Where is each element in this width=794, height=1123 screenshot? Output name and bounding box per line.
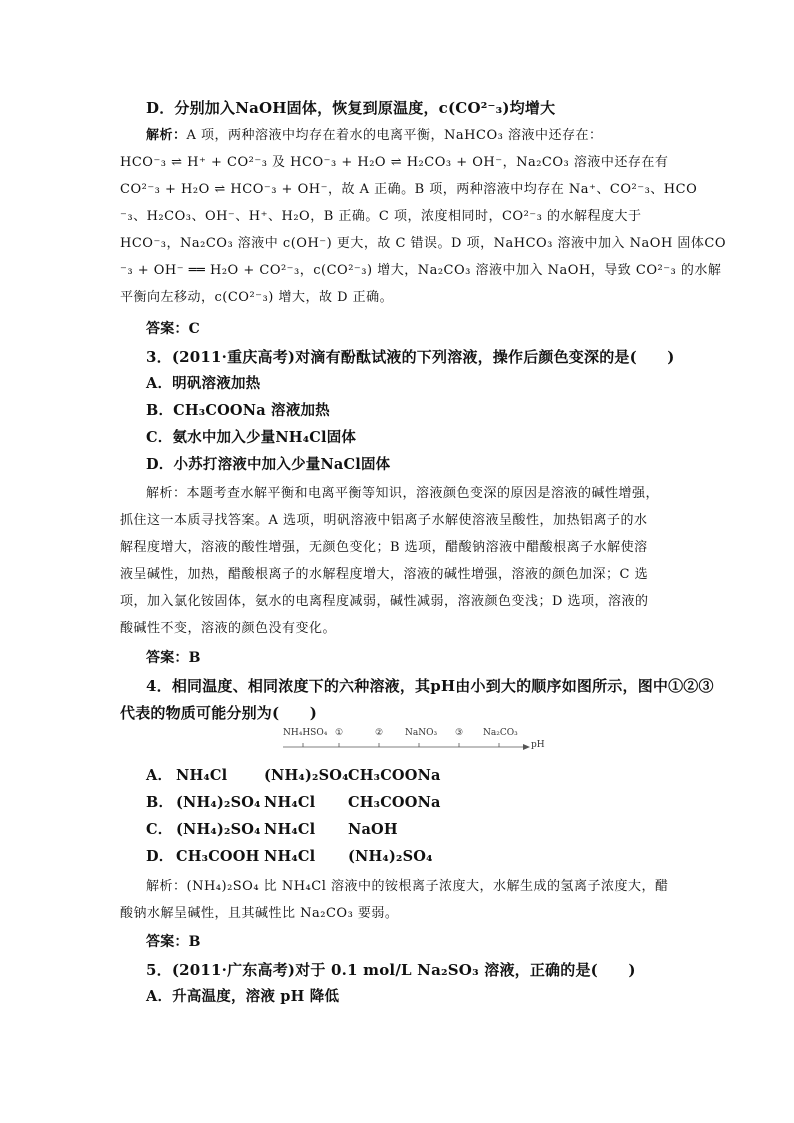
q3-answer: 答案：B (146, 650, 201, 666)
prev-analysis-line-4: HCO⁻₃，Na₂CO₃ 溶液中 c(OH⁻) 更大，故 C 错误。D 项，NaHCO₃ 溶液中加入 NaOH 固体CO (120, 236, 727, 251)
prev-analysis-line-5: ⁻₃ + OH⁻ ══ H₂O + CO²⁻₃，c(CO²⁻₃) 增大，Na₂CO₃ 溶液中加入 NaOH，导致 CO²⁻₃ 的水解 (120, 263, 722, 278)
prev-analysis-line-6: 平衡向左移动，c(CO²⁻₃) 增大，故 D 正确。 (120, 290, 394, 305)
q3-analysis-line-2: 解程度增大，溶液的酸性增强，无颜色变化；B 选项，醋酸钠溶液中醋酸根离子水解使溶 (120, 540, 648, 555)
q4-stem-line-1: 4．相同温度、相同浓度下的六种溶液，其pH由小到大的顺序如图所示，图中①②③ (146, 677, 714, 695)
analysis-label: 解析： (146, 128, 187, 143)
q3-analysis-line-1: 抓住这一本质寻找答案。A 选项，明矾溶液中铝离子水解使溶液呈酸性，加热铝离子的水 (120, 513, 648, 528)
q5-stem: 5．(2011·广东高考)对于 0.1 mol/L Na₂SO₃ 溶液，正确的是( ) (146, 961, 636, 979)
prev-analysis-line-0: 解析：A 项，两种溶液中均存在着水的电离平衡，NaHCO₃ 溶液中还存在： (146, 128, 603, 143)
q4-answer: 答案：B (146, 934, 201, 950)
q3-analysis-line-0: 解析：本题考查水解平衡和电离平衡等知识，溶液颜色变深的原因是溶液的碱性增强， (146, 486, 660, 501)
prev-option-d: D．分别加入NaOH固体，恢复到原温度，c(CO²⁻₃)均增大 (146, 99, 556, 117)
ph-scale-diagram (283, 726, 543, 754)
q3-option-a: A．明矾溶液加热 (146, 375, 261, 392)
q3-option-d: D．小苏打溶液中加入少量NaCl固体 (146, 456, 391, 473)
q4-option-b: B． (NH₄)₂SO₄ NH₄Cl CH₃COONa (146, 794, 441, 811)
scale-axis-label: pH (531, 740, 545, 750)
prev-analysis-line-3: ⁻₃、H₂CO₃、OH⁻、H⁺、H₂O，B 正确。C 项，浓度相同时，CO²⁻₃ 的水解程度大于 (120, 209, 642, 224)
q3-analysis-line-5: 酸碱性不变，溶液的颜色没有变化。 (120, 621, 337, 636)
prev-analysis-line-1: HCO⁻₃ ⇌ H⁺ + CO²⁻₃ 及 HCO⁻₃ + H₂O ⇌ H₂CO₃ + OH⁻，Na₂CO₃ 溶液中还存在有 (120, 155, 669, 170)
scale-label-2: ② (375, 728, 384, 738)
q4-option-a: A． NH₄Cl (NH₄)₂SO₄CH₃COONa (146, 767, 441, 784)
q4-option-d: D． CH₃COOH NH₄Cl (NH₄)₂SO₄ (146, 848, 433, 865)
scale-label-nano3: NaNO₃ (405, 728, 438, 738)
q4-stem-line-2: 代表的物质可能分别为( ) (120, 704, 317, 722)
q3-stem: 3．(2011·重庆高考)对滴有酚酞试液的下列溶液，操作后颜色变深的是( ) (146, 348, 675, 366)
scale-label-3: ③ (455, 728, 464, 738)
q3-option-c: C．氨水中加入少量NH₄Cl固体 (146, 429, 357, 446)
prev-answer: 答案：C (146, 321, 200, 337)
q5-option-a: A．升高温度，溶液 pH 降低 (146, 988, 340, 1005)
prev-analysis-line-2: CO²⁻₃ + H₂O ⇌ HCO⁻₃ + OH⁻，故 A 正确。B 项，两种溶液中均存在 Na⁺、CO²⁻₃、HCO (120, 182, 698, 197)
scale-label-na2co3: Na₂CO₃ (483, 728, 518, 738)
q4-analysis-line-1: 酸钠水解呈碱性，且其碱性比 Na₂CO₃ 要弱。 (120, 906, 399, 921)
q3-option-b: B．CH₃COONa 溶液加热 (146, 402, 330, 419)
q3-analysis-line-4: 项，加入氯化铵固体，氨水的电离程度减弱，碱性减弱，溶液颜色变浅；D 选项，溶液的 (120, 594, 649, 609)
q4-analysis-line-0: 解析：(NH₄)₂SO₄ 比 NH₄Cl 溶液中的铵根离子浓度大，水解生成的氢离子浓度大，醋 (146, 879, 669, 894)
scale-label-1: ① (335, 728, 344, 738)
q4-option-c: C． (NH₄)₂SO₄ NH₄Cl NaOH (146, 821, 398, 838)
scale-label-nh4hso4: NH₄HSO₄ (283, 728, 328, 738)
q3-analysis-line-3: 液呈碱性，加热，醋酸根离子的水解程度增大，溶液的碱性增强，溶液的颜色加深；C 选 (120, 567, 649, 582)
